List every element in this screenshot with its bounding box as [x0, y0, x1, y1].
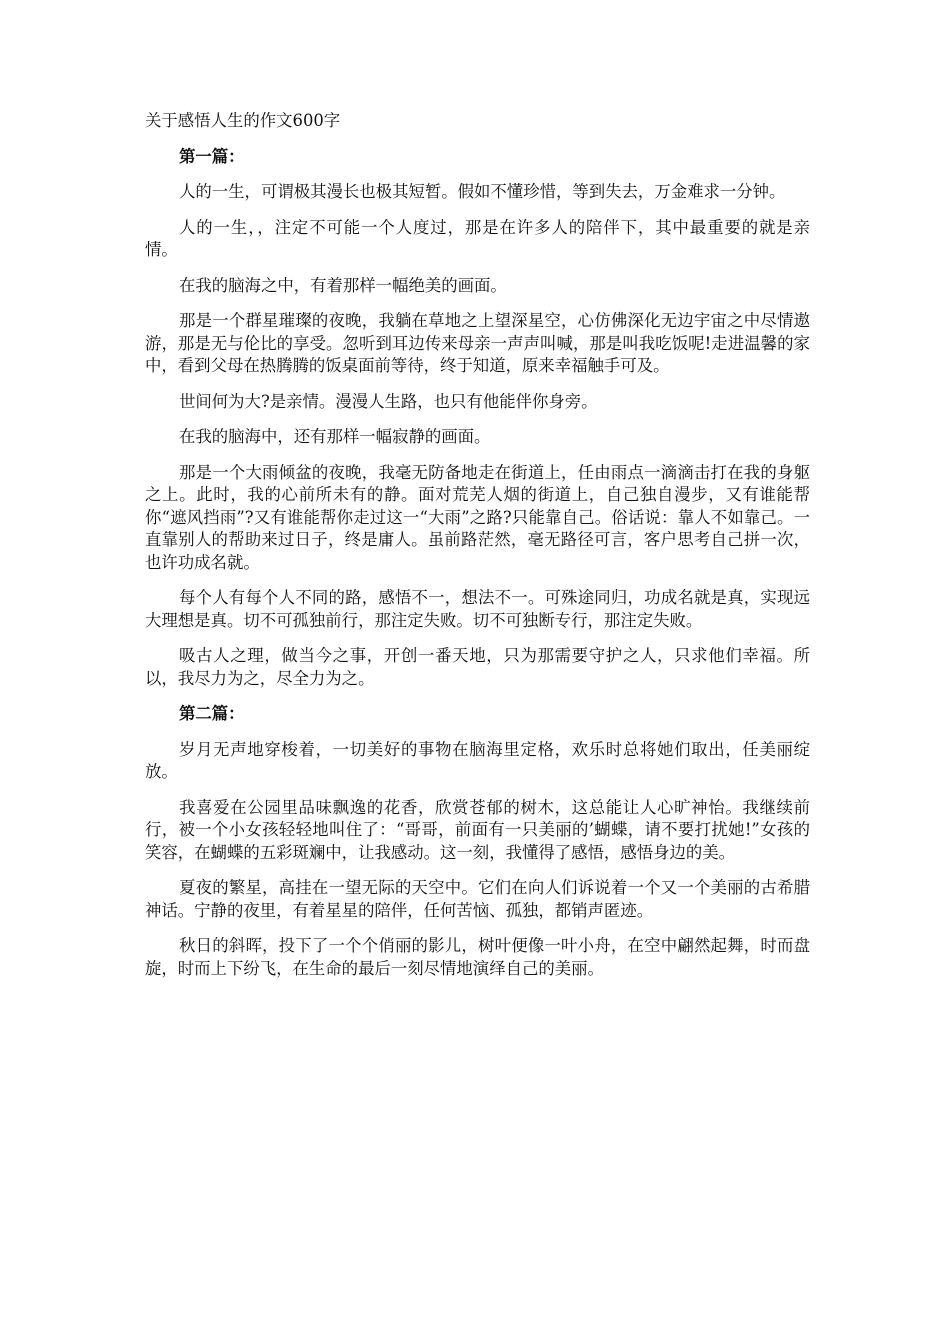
paragraph: 在我的脑海中，还有那样一幅寂静的画面。	[179, 427, 491, 446]
paragraph: 在我的脑海之中，有着那样一幅绝美的画面。	[179, 275, 507, 295]
paragraph: 人的一生，可谓极其漫长也极其短暂。假如不懂珍惜，等到失去，万金难求一分钟。	[179, 182, 786, 201]
paragraph: 夏夜的繁星，高挂在一望无际的天空中。它们在向人们诉说着一个又一个美丽的古希腊神话。宁静的夜里，有着星星的陪伴，任何苦恼、孤独，都销声匿迹。	[145, 878, 810, 920]
section-heading: 第一篇：	[179, 146, 245, 166]
document-title: 关于感悟人生的作文600字	[145, 111, 341, 130]
paragraph: 世间何为大?是亲情。漫漫人生路，也只有他能伴你身旁。	[179, 391, 598, 411]
paragraph: 那是一个大雨倾盆的夜晚，我毫无防备地走在街道上，任由雨点一滴滴击打在我的身躯之上。此时，我的心前所未有的静。面对荒芜人烟的街道上，自己独自漫步，又有谁能帮你“遮风挡雨”?又有谁能帮你走过这一“大雨”之路?只能靠自己。俗话说：靠人不如靠己。一直靠别人的帮助来过日子，终是庸人。虽前路茫然，毫无路径可言，客户思考自己拼一次，也许功成名就。	[145, 462, 810, 572]
paragraph: 秋日的斜晖，投下了一个个俏丽的影儿，树叶便像一叶小舟，在空中翩然起舞，时而盘旋，时而上下纷飞，在生命的最后一刻尽情地演绎自己的美丽。	[145, 936, 810, 978]
section-1	[145, 146, 810, 691]
paragraph: 人的一生，，注定不可能一个人度过，那是在许多人的陪伴下，其中最重要的就是亲情。	[145, 217, 810, 259]
document-body	[145, 110, 810, 993]
paragraph: 每个人有每个人不同的路，感悟不一，想法不一。可殊途同归，功成名就是真，实现远大理想是真。切不可孤独前行，那注定失败。切不可独断专行，那注定失败。	[145, 588, 810, 630]
paragraph: 吸古人之理，做当今之事，开创一番天地，只为那需要守护之人，只求他们幸福。所以，我尽力为之，尽全力为之。	[145, 646, 810, 688]
paragraph: 那是一个群星璀璨的夜晚，我躺在草地之上望深星空，心仿佛深化无边宇宙之中尽情遨游，那是无与伦比的享受。忽听到耳边传来母亲一声声叫喊，那是叫我吃饭呢!走进温馨的家中，看到父母在热腾腾的饭桌面前等待，终于知道，原来幸福触手可及。	[145, 311, 810, 375]
section-heading: 第二篇：	[179, 704, 245, 723]
section-2	[145, 703, 810, 980]
paragraph: 岁月无声地穿梭着，一切美好的事物在脑海里定格，欢乐时总将她们取出，任美丽绽放。	[145, 739, 810, 781]
paragraph: 我喜爱在公园里品味飘逸的花香，欣赏苍郁的树木，这总能让人心旷神怡。我继续前行，被一个小女孩轻轻地叫住了：“哥哥，前面有一只美丽的’蝴蝶，请不要打扰她!”女孩的笑容，在蝴蝶的五彩斑斓中，让我感动。这一刻，我懂得了感悟，感悟身边的美。	[145, 797, 810, 862]
